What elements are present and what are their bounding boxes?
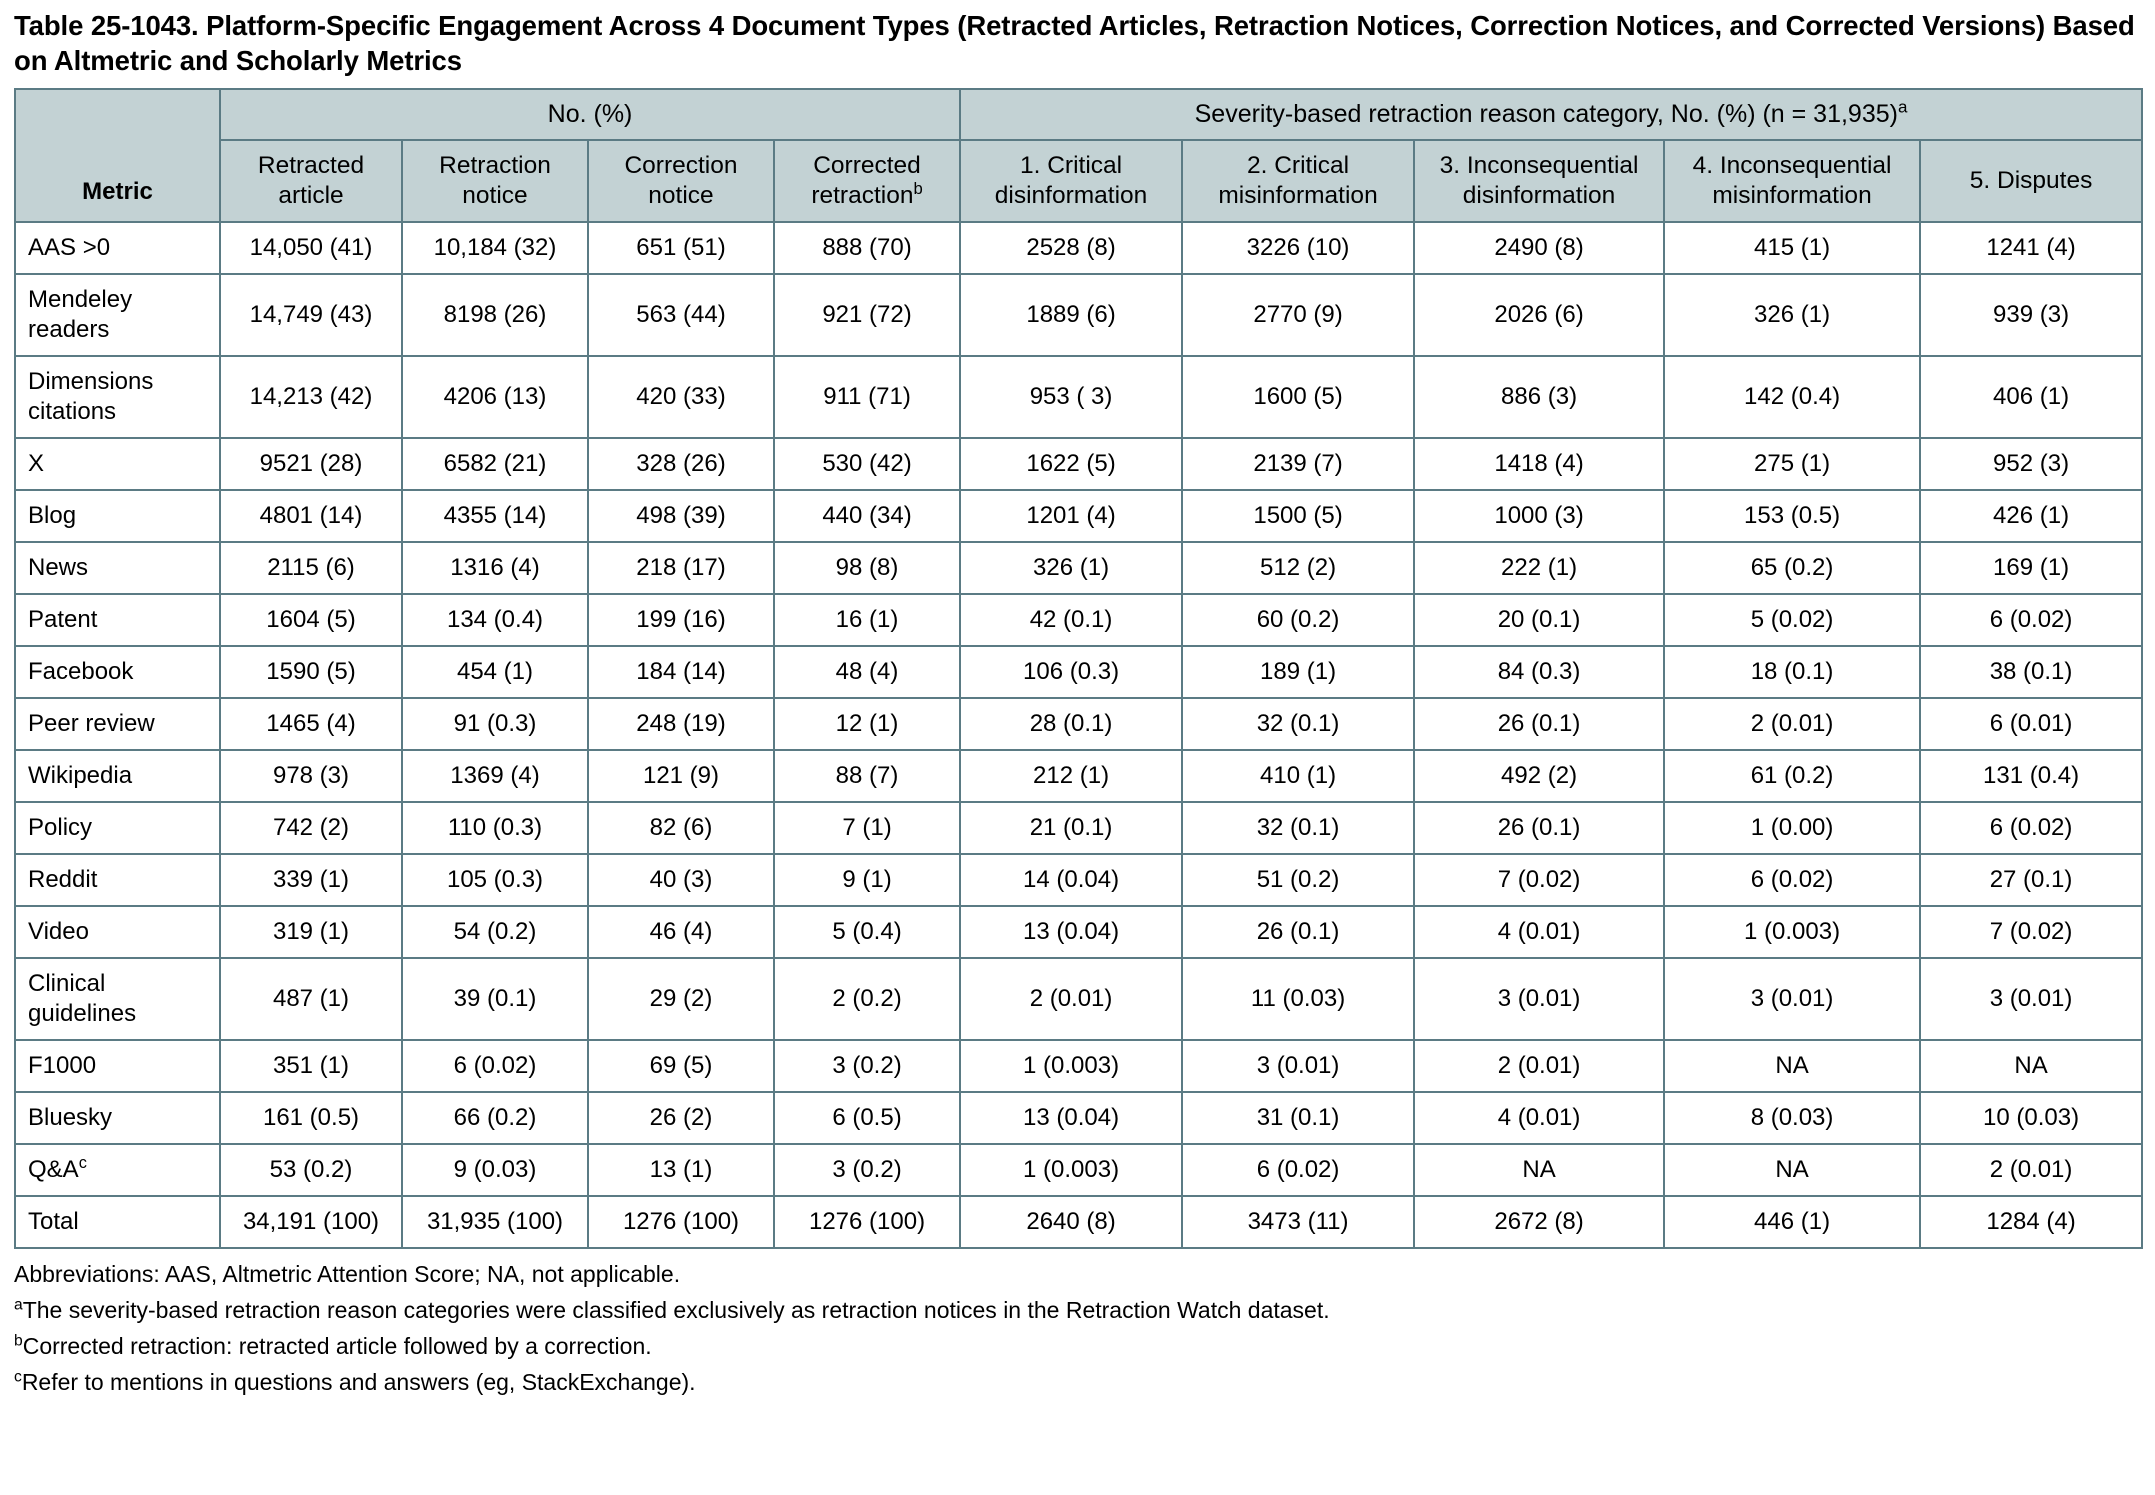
row-metric-text: AAS >0 <box>28 234 111 262</box>
row-metric-label <box>15 646 220 698</box>
cell-value: 16 (1) <box>774 594 960 646</box>
cell-value: 953 ( 3) <box>960 356 1182 438</box>
table-row <box>15 906 2142 958</box>
group-header-no-pct: No. (%) <box>220 89 960 140</box>
cell-value: 84 (0.3) <box>1414 646 1664 698</box>
column-header-critical-misinformation-label: 2. Critical misinformation <box>1218 152 1378 210</box>
cell-value: 60 (0.2) <box>1182 594 1414 646</box>
row-metric-label <box>15 438 220 490</box>
cell-value: 1 (0.003) <box>960 1144 1182 1196</box>
cell-value: 40 (3) <box>588 854 774 906</box>
cell-value: 31,935 (100) <box>402 1196 588 1248</box>
cell-value: 6 (0.5) <box>774 1092 960 1144</box>
cell-value: 189 (1) <box>1182 646 1414 698</box>
cell-value: 1369 (4) <box>402 750 588 802</box>
cell-value: 184 (14) <box>588 646 774 698</box>
cell-value: 446 (1) <box>1664 1196 1920 1248</box>
cell-value: 3 (0.01) <box>1664 958 1920 1040</box>
column-header-inconsequential-misinformation-label: 4. Inconsequential misinformation <box>1692 152 1892 210</box>
cell-value: 1622 (5) <box>960 438 1182 490</box>
cell-value: 921 (72) <box>774 274 960 356</box>
cell-value: 978 (3) <box>220 750 402 802</box>
footnote-abbreviations <box>14 1258 2141 1292</box>
cell-value: 12 (1) <box>774 698 960 750</box>
row-metric-text: Blog <box>28 502 77 530</box>
cell-value: 105 (0.3) <box>402 854 588 906</box>
column-header-corrected-retraction-footnote-marker: b <box>913 179 923 199</box>
cell-value: 248 (19) <box>588 698 774 750</box>
cell-value: 1284 (4) <box>1920 1196 2142 1248</box>
table-header <box>15 89 2142 222</box>
table-row <box>15 274 2142 356</box>
cell-value: 9 (1) <box>774 854 960 906</box>
row-metric-text: Peer review <box>28 710 155 738</box>
cell-value: 10,184 (32) <box>402 222 588 274</box>
footnotes <box>14 1258 2141 1399</box>
cell-value: 3473 (11) <box>1182 1196 1414 1248</box>
cell-value: 2 (0.01) <box>1920 1144 2142 1196</box>
cell-value: 98 (8) <box>774 542 960 594</box>
cell-value: NA <box>1920 1040 2142 1092</box>
cell-value: 4206 (13) <box>402 356 588 438</box>
cell-value: 6 (0.02) <box>1182 1144 1414 1196</box>
footnote-a <box>14 1294 2141 1328</box>
table-row <box>15 594 2142 646</box>
cell-value: 2770 (9) <box>1182 274 1414 356</box>
row-metric-label <box>15 356 220 438</box>
footnote-text: Refer to mentions in questions and answers (eg, StackExchange). <box>21 1368 696 1395</box>
column-header-retraction-notice-label: Retraction notice <box>439 152 551 210</box>
cell-value: 888 (70) <box>774 222 960 274</box>
cell-value: 2672 (8) <box>1414 1196 1664 1248</box>
cell-value: 48 (4) <box>774 646 960 698</box>
metric-header-label: Metric <box>82 177 153 205</box>
cell-value: 26 (0.1) <box>1414 802 1664 854</box>
cell-value: 5 (0.4) <box>774 906 960 958</box>
cell-value: 4 (0.01) <box>1414 1092 1664 1144</box>
footnote-text: The severity-based retraction reason categories were classified exclusively as retraction notices in the Retraction Watch dataset. <box>22 1296 1330 1323</box>
cell-value: 1590 (5) <box>220 646 402 698</box>
row-metric-label <box>15 1092 220 1144</box>
cell-value: 27 (0.1) <box>1920 854 2142 906</box>
column-header-disputes <box>1920 140 2142 222</box>
cell-value: 952 (3) <box>1920 438 2142 490</box>
cell-value: 3 (0.2) <box>774 1144 960 1196</box>
cell-value: 34,191 (100) <box>220 1196 402 1248</box>
cell-value: 2528 (8) <box>960 222 1182 274</box>
row-metric-text: Video <box>28 918 89 946</box>
group-header-severity-footnote-marker: a <box>1897 98 1908 118</box>
row-metric-text: News <box>28 554 89 582</box>
row-metric-label <box>15 802 220 854</box>
row-metric-label <box>15 222 220 274</box>
metric-column-header <box>15 89 220 222</box>
cell-value: 26 (0.1) <box>1414 698 1664 750</box>
page-title: Table 25-1043. Platform-Specific Engagement Across 4 Document Types (Retracted Articles, Retraction Notices, Correction Notices, and Corrected Versions) Based on Altmetric and Scholarly Metrics <box>14 10 2135 77</box>
cell-value: 911 (71) <box>774 356 960 438</box>
cell-value: 29 (2) <box>588 958 774 1040</box>
cell-value: 328 (26) <box>588 438 774 490</box>
cell-value: 14 (0.04) <box>960 854 1182 906</box>
cell-value: 212 (1) <box>960 750 1182 802</box>
cell-value: 13 (1) <box>588 1144 774 1196</box>
cell-value: 121 (9) <box>588 750 774 802</box>
row-metric-label <box>15 906 220 958</box>
table-row <box>15 854 2142 906</box>
cell-value: 66 (0.2) <box>402 1092 588 1144</box>
cell-value: 131 (0.4) <box>1920 750 2142 802</box>
cell-value: 13 (0.04) <box>960 906 1182 958</box>
column-header-corrected-retraction <box>774 140 960 222</box>
cell-value: 153 (0.5) <box>1664 490 1920 542</box>
table-row <box>15 802 2142 854</box>
cell-value: 161 (0.5) <box>220 1092 402 1144</box>
cell-value: 454 (1) <box>402 646 588 698</box>
row-metric-label <box>15 1040 220 1092</box>
cell-value: 563 (44) <box>588 274 774 356</box>
column-header-row <box>15 140 2142 222</box>
cell-value: 6 (0.02) <box>1920 802 2142 854</box>
cell-value: 2 (0.2) <box>774 958 960 1040</box>
row-metric-label <box>15 958 220 1040</box>
column-header-inconsequential-disinformation <box>1414 140 1664 222</box>
cell-value: 651 (51) <box>588 222 774 274</box>
cell-value: 110 (0.3) <box>402 802 588 854</box>
column-header-critical-disinformation <box>960 140 1182 222</box>
cell-value: 20 (0.1) <box>1414 594 1664 646</box>
cell-value: 51 (0.2) <box>1182 854 1414 906</box>
row-metric-label <box>15 490 220 542</box>
cell-value: 1 (0.00) <box>1664 802 1920 854</box>
column-header-correction-notice-label: Correction notice <box>624 152 738 210</box>
cell-value: 6582 (21) <box>402 438 588 490</box>
table-row <box>15 958 2142 1040</box>
row-metric-text: Wikipedia <box>28 762 133 790</box>
cell-value: 32 (0.1) <box>1182 698 1414 750</box>
cell-value: 1 (0.003) <box>1664 906 1920 958</box>
table-row <box>15 1040 2142 1092</box>
cell-value: 2640 (8) <box>960 1196 1182 1248</box>
footnote-b <box>14 1330 2141 1364</box>
cell-value: 61 (0.2) <box>1664 750 1920 802</box>
cell-value: 339 (1) <box>220 854 402 906</box>
cell-value: 26 (0.1) <box>1182 906 1414 958</box>
cell-value: 65 (0.2) <box>1664 542 1920 594</box>
table-row <box>15 646 2142 698</box>
table-row-total <box>15 1196 2142 1248</box>
cell-value: 406 (1) <box>1920 356 2142 438</box>
cell-value: 54 (0.2) <box>402 906 588 958</box>
row-metric-text: Bluesky <box>28 1104 113 1132</box>
cell-value: 1465 (4) <box>220 698 402 750</box>
cell-value: 134 (0.4) <box>402 594 588 646</box>
cell-value: 21 (0.1) <box>960 802 1182 854</box>
cell-value: 319 (1) <box>220 906 402 958</box>
column-header-critical-disinformation-label: 1. Critical disinformation <box>994 152 1148 210</box>
footnote-text: Abbreviations: AAS, Altmetric Attention Score; NA, not applicable. <box>14 1261 681 1288</box>
cell-value: 199 (16) <box>588 594 774 646</box>
footnote-marker: a <box>14 1296 23 1314</box>
cell-value: 46 (4) <box>588 906 774 958</box>
column-header-retracted-article <box>220 140 402 222</box>
footnote-text: Corrected retraction: retracted article followed by a correction. <box>22 1332 652 1359</box>
cell-value: 32 (0.1) <box>1182 802 1414 854</box>
cell-value: 9 (0.03) <box>402 1144 588 1196</box>
cell-value: 14,050 (41) <box>220 222 402 274</box>
cell-value: 13 (0.04) <box>960 1092 1182 1144</box>
table-row <box>15 356 2142 438</box>
cell-value: 91 (0.3) <box>402 698 588 750</box>
cell-value: 7 (0.02) <box>1920 906 2142 958</box>
group-header-row <box>15 89 2142 140</box>
cell-value: 2115 (6) <box>220 542 402 594</box>
row-metric-text: Clinical guidelines <box>28 970 137 1028</box>
footnote-c <box>14 1366 2141 1400</box>
cell-value: 42 (0.1) <box>960 594 1182 646</box>
cell-value: 6 (0.02) <box>1664 854 1920 906</box>
column-header-inconsequential-disinformation-label: 3. Inconsequential disinformation <box>1439 152 1639 210</box>
cell-value: 1276 (100) <box>774 1196 960 1248</box>
table-row <box>15 1144 2142 1196</box>
cell-value: 1600 (5) <box>1182 356 1414 438</box>
row-metric-text: F1000 <box>28 1052 97 1080</box>
engagement-table <box>14 88 2143 1249</box>
row-metric-text: Facebook <box>28 658 134 686</box>
cell-value: 3 (0.01) <box>1414 958 1664 1040</box>
cell-value: 426 (1) <box>1920 490 2142 542</box>
cell-value: 2490 (8) <box>1414 222 1664 274</box>
cell-value: 326 (1) <box>1664 274 1920 356</box>
cell-value: 6 (0.02) <box>1920 594 2142 646</box>
cell-value: 1 (0.003) <box>960 1040 1182 1092</box>
cell-value: 498 (39) <box>588 490 774 542</box>
cell-value: 7 (0.02) <box>1414 854 1664 906</box>
cell-value: 8198 (26) <box>402 274 588 356</box>
table-body <box>15 222 2142 1248</box>
table-row <box>15 222 2142 274</box>
row-metric-label <box>15 750 220 802</box>
group-header-severity-text: Severity-based retraction reason category, No. (%) (n = 31,935) <box>1194 100 1898 129</box>
cell-value: 1201 (4) <box>960 490 1182 542</box>
cell-value: 88 (7) <box>774 750 960 802</box>
cell-value: 420 (33) <box>588 356 774 438</box>
cell-value: NA <box>1664 1144 1920 1196</box>
cell-value: 53 (0.2) <box>220 1144 402 1196</box>
cell-value: 742 (2) <box>220 802 402 854</box>
cell-value: 1604 (5) <box>220 594 402 646</box>
table-row <box>15 438 2142 490</box>
group-header-severity <box>960 89 2142 140</box>
cell-value: 1418 (4) <box>1414 438 1664 490</box>
row-metric-text: Policy <box>28 814 93 842</box>
row-metric-label <box>15 594 220 646</box>
cell-value: 440 (34) <box>774 490 960 542</box>
cell-value: 1000 (3) <box>1414 490 1664 542</box>
row-metric-label <box>15 854 220 906</box>
row-metric-label <box>15 1144 220 1196</box>
row-metric-label <box>15 542 220 594</box>
row-metric-label <box>15 274 220 356</box>
cell-value: 886 (3) <box>1414 356 1664 438</box>
cell-value: 142 (0.4) <box>1664 356 1920 438</box>
row-metric-text: Q&A <box>28 1156 79 1184</box>
cell-value: 4 (0.01) <box>1414 906 1664 958</box>
cell-value: 106 (0.3) <box>960 646 1182 698</box>
cell-value: 5 (0.02) <box>1664 594 1920 646</box>
cell-value: 7 (1) <box>774 802 960 854</box>
table-row <box>15 698 2142 750</box>
cell-value: 69 (5) <box>588 1040 774 1092</box>
cell-value: 3 (0.01) <box>1182 1040 1414 1092</box>
cell-value: 530 (42) <box>774 438 960 490</box>
cell-value: 222 (1) <box>1414 542 1664 594</box>
cell-value: 6 (0.02) <box>402 1040 588 1092</box>
cell-value: 1316 (4) <box>402 542 588 594</box>
row-metric-footnote-marker: c <box>78 1154 87 1173</box>
table-row <box>15 542 2142 594</box>
cell-value: 38 (0.1) <box>1920 646 2142 698</box>
cell-value: 415 (1) <box>1664 222 1920 274</box>
cell-value: 3226 (10) <box>1182 222 1414 274</box>
footnote-marker: b <box>14 1332 23 1350</box>
cell-value: 2 (0.01) <box>1664 698 1920 750</box>
cell-value: 4355 (14) <box>402 490 588 542</box>
table-row <box>15 750 2142 802</box>
cell-value: 14,213 (42) <box>220 356 402 438</box>
row-metric-label <box>15 1196 220 1248</box>
cell-value: 410 (1) <box>1182 750 1414 802</box>
cell-value: 492 (2) <box>1414 750 1664 802</box>
cell-value: 2 (0.01) <box>1414 1040 1664 1092</box>
cell-value: NA <box>1664 1040 1920 1092</box>
cell-value: 2026 (6) <box>1414 274 1664 356</box>
cell-value: 11 (0.03) <box>1182 958 1414 1040</box>
cell-value: 512 (2) <box>1182 542 1414 594</box>
row-metric-text: Reddit <box>28 866 98 894</box>
cell-value: 8 (0.03) <box>1664 1092 1920 1144</box>
cell-value: 1276 (100) <box>588 1196 774 1248</box>
table-row <box>15 1092 2142 1144</box>
cell-value: 18 (0.1) <box>1664 646 1920 698</box>
cell-value: 487 (1) <box>220 958 402 1040</box>
cell-value: 6 (0.01) <box>1920 698 2142 750</box>
cell-value: 10 (0.03) <box>1920 1092 2142 1144</box>
cell-value: 14,749 (43) <box>220 274 402 356</box>
cell-value: 9521 (28) <box>220 438 402 490</box>
column-header-inconsequential-misinformation <box>1664 140 1920 222</box>
cell-value: 351 (1) <box>220 1040 402 1092</box>
cell-value: 26 (2) <box>588 1092 774 1144</box>
cell-value: 275 (1) <box>1664 438 1920 490</box>
row-metric-text: Dimensions citations <box>28 368 154 426</box>
cell-value: 1889 (6) <box>960 274 1182 356</box>
cell-value: 1500 (5) <box>1182 490 1414 542</box>
table-row <box>15 490 2142 542</box>
column-header-correction-notice <box>588 140 774 222</box>
cell-value: 3 (0.2) <box>774 1040 960 1092</box>
cell-value: 3 (0.01) <box>1920 958 2142 1040</box>
row-metric-text: Mendeley readers <box>28 286 133 344</box>
cell-value: 2 (0.01) <box>960 958 1182 1040</box>
column-header-disputes-label: 5. Disputes <box>1969 167 2093 195</box>
column-header-retracted-article-label: Retracted article <box>257 152 365 210</box>
cell-value: 39 (0.1) <box>402 958 588 1040</box>
cell-value: 218 (17) <box>588 542 774 594</box>
cell-value: 326 (1) <box>960 542 1182 594</box>
footnote-marker: c <box>14 1367 22 1385</box>
cell-value: 1241 (4) <box>1920 222 2142 274</box>
column-header-corrected-retraction-label: Corrected retraction <box>811 152 921 210</box>
cell-value: NA <box>1414 1144 1664 1196</box>
cell-value: 4801 (14) <box>220 490 402 542</box>
cell-value: 31 (0.1) <box>1182 1092 1414 1144</box>
cell-value: 169 (1) <box>1920 542 2142 594</box>
cell-value: 28 (0.1) <box>960 698 1182 750</box>
row-metric-text: Patent <box>28 606 98 634</box>
column-header-retraction-notice <box>402 140 588 222</box>
cell-value: 2139 (7) <box>1182 438 1414 490</box>
row-metric-text: X <box>28 450 45 478</box>
column-header-critical-misinformation <box>1182 140 1414 222</box>
row-metric-label <box>15 698 220 750</box>
cell-value: 939 (3) <box>1920 274 2142 356</box>
cell-value: 82 (6) <box>588 802 774 854</box>
row-metric-text: Total <box>28 1208 79 1236</box>
